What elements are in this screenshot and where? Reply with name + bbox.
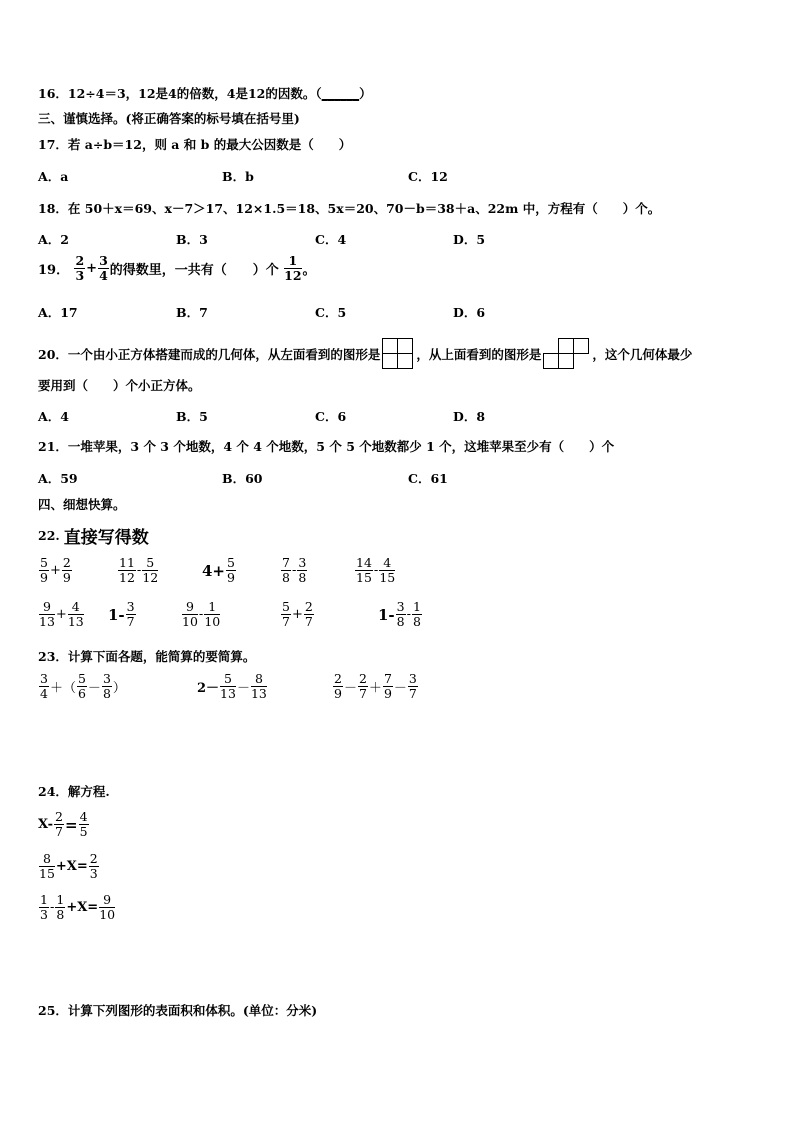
q22-item-g: 1- $\frac{3}{7}$ [108,599,135,629]
q24-equation-1: X- $\frac{2}{7}$ = $\frac{4}{5}$ [38,809,88,839]
q22-item-h: $\frac{9}{10}$ - $\frac{1}{10}$ [182,599,221,629]
left-view-figure [382,338,414,370]
question-17: 17．若 a÷b＝12，则 a 和 b 的最大公因数是（ ） [38,137,352,152]
q20-option-d[interactable]: D．8 [453,409,486,424]
section-4-heading: 四、细想快算。 [38,497,126,512]
q18-option-c[interactable]: C．4 [315,232,347,247]
question-19: 19． $\frac{2}{3}$ + $\frac{3}{4}$ 的得数里，一共有（ ）个 $\frac{1}{12}$ 。 [38,253,316,283]
q24-equation-3: $\frac{1}{3}$ - $\frac{1}{8}$ +X= $\frac{9}{10}$ [40,892,116,922]
q18-option-a[interactable]: A．2 [38,232,69,247]
question-24: 24．解方程. [38,784,110,799]
q22-item-a: $\frac{5}{9}$ + $\frac{2}{9}$ [40,555,71,585]
q17-option-a[interactable]: A．a [38,169,69,184]
question-18: 18．在 50＋x＝69、x－7＞17、12×1.5＝18、5x＝20、70－b＝38＋a、22m 中，方程有（ ）个。 [38,201,661,216]
fraction: $\frac{2}{3}$ [75,253,85,283]
q19-option-b[interactable]: B．7 [176,305,208,320]
q21-option-b[interactable]: B．60 [222,471,263,486]
q17-option-b[interactable]: B．b [222,169,254,184]
q22-item-b: $\frac{11}{12}$ - $\frac{5}{12}$ [119,555,159,585]
q23-expr-2: 2－ $\frac{5}{13}$ － $\frac{8}{13}$ [197,671,267,701]
question-21: 21．一堆苹果，3 个 3 个地数，4 个 4 个地数，5 个 5 个地数都少 1 个，这堆苹果至少有（ ）个 [38,439,615,454]
q20-option-b[interactable]: B．5 [176,409,208,424]
q19-option-d[interactable]: D．6 [453,305,486,320]
answer-blank[interactable]: ______ [321,86,360,101]
question-16: 16．12÷4＝3，12是4的倍数，4是12的因数。（______） [38,86,372,101]
q19-option-c[interactable]: C．5 [315,305,347,320]
fraction: $\frac{1}{12}$ [284,253,302,283]
q22-item-i: $\frac{5}{7}$ + $\frac{2}{7}$ [282,599,313,629]
question-20-line2: 要用到（ ）个小正方体。 [38,378,201,393]
fraction: $\frac{3}{4}$ [99,253,108,283]
q20-option-a[interactable]: A．4 [38,409,69,424]
q21-option-c[interactable]: C．61 [408,471,448,486]
q22-item-f: $\frac{9}{13}$ + $\frac{4}{13}$ [39,599,84,629]
question-23: 23．计算下面各题，能简算的要简算。 [38,649,256,664]
q22-item-e: $\frac{14}{15}$ - $\frac{4}{15}$ [356,555,396,585]
q23-expr-1: $\frac{3}{4}$ ＋（ $\frac{5}{6}$ － $\frac{3}{8}$ ） [40,671,126,701]
q22-item-c: 4+ $\frac{5}{9}$ [202,555,235,585]
q18-option-b[interactable]: B．3 [176,232,208,247]
q22-item-j: 1- $\frac{3}{8}$ - $\frac{1}{8}$ [378,599,421,629]
question-22-heading: 22. 直接写得数 [38,528,149,548]
q22-item-d: $\frac{7}{8}$ - $\frac{3}{8}$ [282,555,307,585]
q21-option-a[interactable]: A．59 [38,471,78,486]
top-view-figure [543,338,590,370]
question-25: 25．计算下列图形的表面积和体积。(单位：分米) [38,1003,318,1018]
q23-expr-3: $\frac{2}{9}$ － $\frac{2}{7}$ ＋ $\frac{7}{9}$ － $\frac{3}{7}$ [334,671,417,701]
q17-option-c[interactable]: C．12 [408,169,448,184]
q20-option-c[interactable]: C．6 [315,409,347,424]
q18-option-d[interactable]: D．5 [453,232,486,247]
q24-equation-2: $\frac{8}{15}$ +X= $\frac{2}{3}$ [39,851,98,881]
question-20: 20．一个由小正方体搭建而成的几何体，从左面看到的图形是 ，从上面看到的图形是 ，这个几何体最少 [38,338,692,370]
q19-option-a[interactable]: A．17 [38,305,78,320]
section-3-heading: 三、谨慎选择。(将正确答案的标号填在括号里) [38,111,300,126]
